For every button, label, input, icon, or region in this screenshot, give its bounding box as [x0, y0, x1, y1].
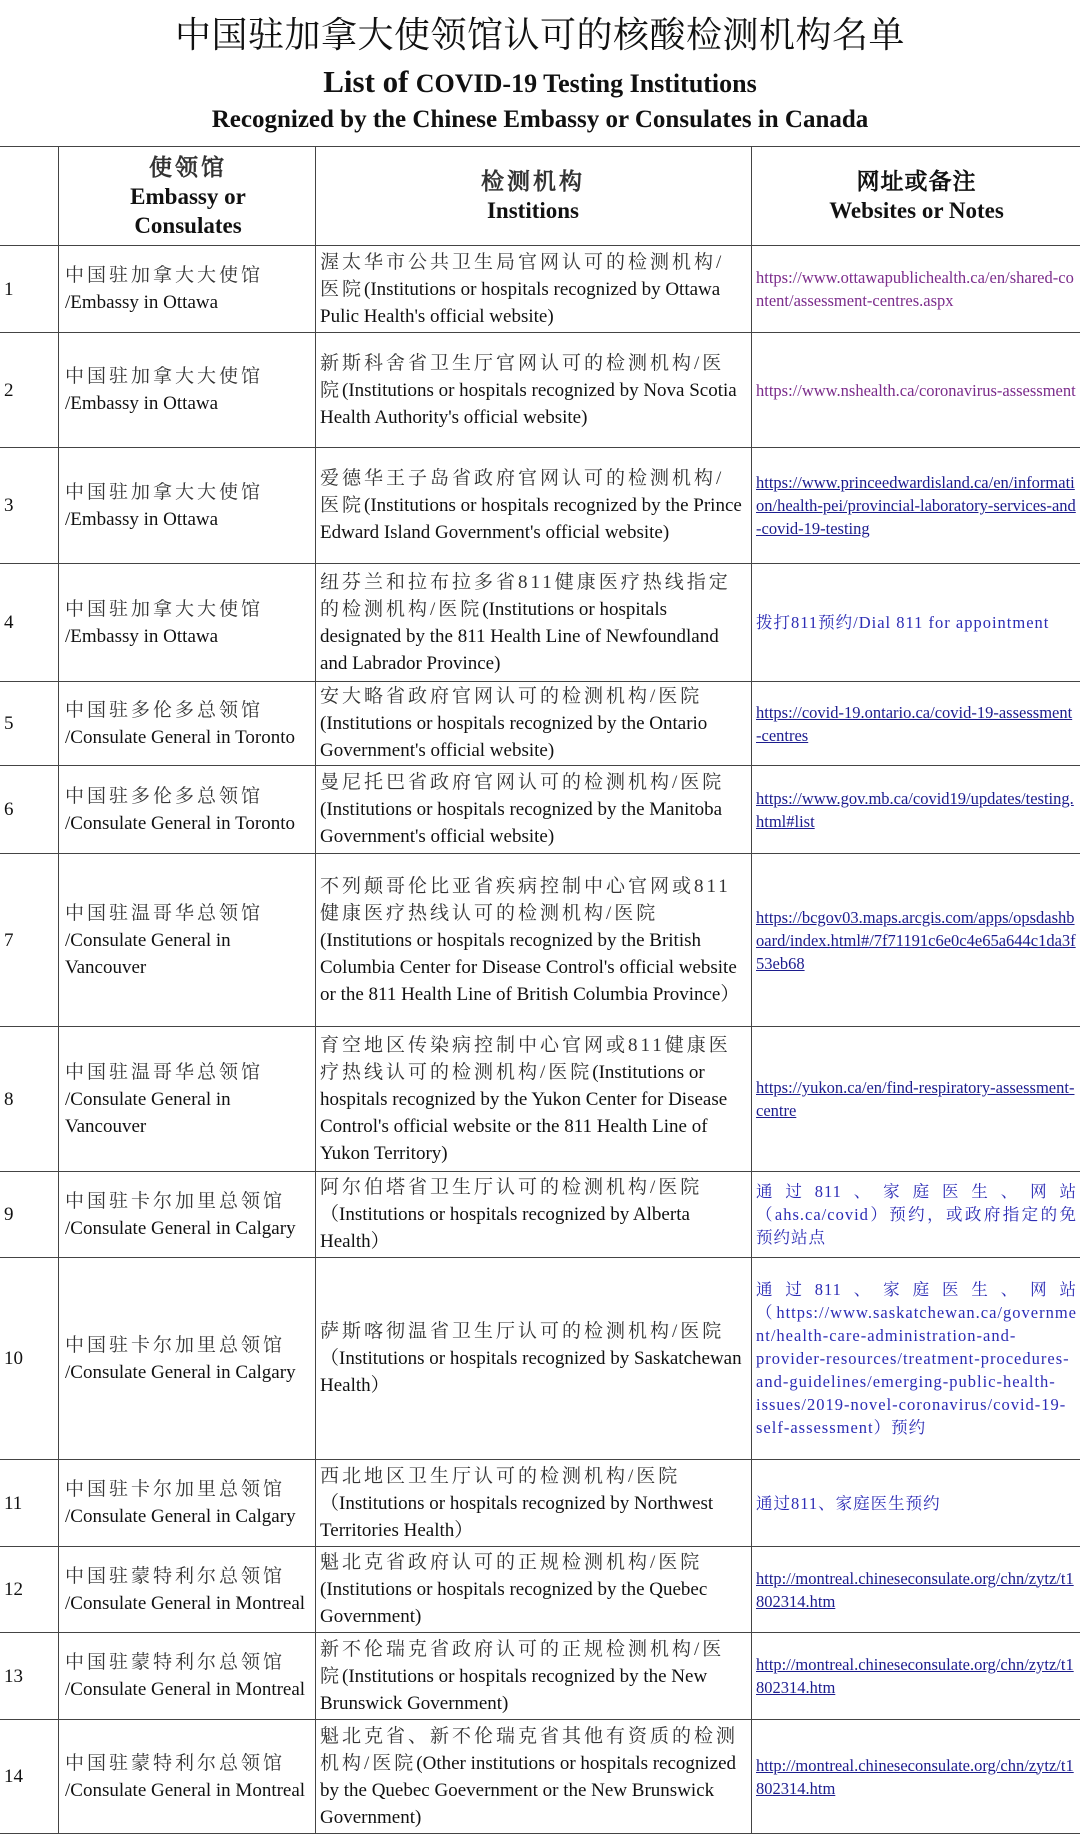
institution-description-zh: 新不伦瑞克省政府认可的正规检测机构/医院 — [320, 1638, 725, 1687]
institution-cell — [316, 1460, 752, 1546]
institution-description-zh: 西北地区卫生厅认可的检测机构/医院 — [320, 1465, 681, 1487]
consulate-name-zh: 中国驻蒙特利尔总领馆 — [65, 1652, 286, 1673]
table-row — [0, 766, 1080, 854]
row-number: 14 — [4, 1766, 23, 1787]
row-number-cell — [0, 564, 59, 681]
row-number: 5 — [4, 713, 14, 734]
consulate-cell — [59, 564, 316, 681]
institution-description-en: (Institutions or hospitals recognized by the British Columbia Center for Disease Control's official website or the 811 Health Line of British Columbia Province） — [320, 929, 740, 1005]
row-number: 13 — [4, 1665, 23, 1687]
consulate-name-en: /Consulate General in Calgary — [65, 1361, 296, 1383]
row-number: 12 — [4, 1579, 23, 1600]
institution-description-zh: 新斯科舍省卫生厅官网认可的检测机构/医院 — [320, 352, 725, 401]
institution-cell — [316, 1258, 752, 1459]
institution-cell — [316, 1720, 752, 1833]
header-consulate-zh: 使领馆 — [149, 154, 227, 180]
institution-description-zh: 魁北克省政府认可的正规检测机构/医院 — [320, 1552, 703, 1573]
consulate-cell — [59, 1258, 316, 1459]
notes-cell — [752, 1172, 1080, 1257]
website-link[interactable]: https://www.princeedwardisland.ca/en/information/health-pei/provincial-laboratory-services-and-covid-19-testing — [756, 473, 1076, 538]
institution-cell — [316, 682, 752, 765]
notes-cell — [752, 766, 1080, 853]
consulate-name-en: /Embassy in Ottawa — [65, 508, 219, 530]
consulate-cell — [59, 1720, 316, 1833]
row-number-cell — [0, 1172, 59, 1257]
institution-description-zh: 安大略省政府官网认可的检测机构/医院 — [320, 686, 703, 707]
row-number-cell — [0, 1027, 59, 1171]
institution-description-en: (Institutions or hospitals recognized by the Manitoba Government's official website) — [320, 799, 723, 847]
institution-description-en: （Institutions or hospitals recognized by Northwest Territories Health） — [320, 1492, 714, 1541]
consulate-name-zh: 中国驻卡尔加里总领馆 — [65, 1479, 286, 1500]
row-number: 9 — [4, 1204, 14, 1225]
consulate-name-zh: 中国驻蒙特利尔总领馆 — [65, 1565, 286, 1587]
notes-cell — [752, 1720, 1080, 1833]
website-or-note: 通过811、家庭医生预约 — [756, 1493, 941, 1513]
website-link[interactable]: https://www.ottawapublichealth.ca/en/shared-content/assessment-centres.aspx — [756, 268, 1074, 310]
notes-cell — [752, 1258, 1080, 1459]
row-number: 6 — [4, 799, 14, 820]
website-link[interactable]: https://yukon.ca/en/find-respiratory-assessment-centre — [756, 1078, 1075, 1120]
header-consulate-en: Embassy or Consulates — [130, 183, 246, 238]
institution-description-zh: 育空地区传染病控制中心官网或811健康医疗热线认可的检测机构/医院 — [320, 1034, 731, 1083]
row-number-cell — [0, 333, 59, 447]
institution-description-zh: 曼尼托巴省政府官网认可的检测机构/医院 — [320, 772, 725, 793]
title-english-lead: List of — [323, 64, 409, 99]
consulate-cell — [59, 1547, 316, 1632]
institution-description-zh: 渥太华市公共卫生局官网认可的检测机构/医院 — [320, 251, 725, 300]
consulate-name-en: /Consulate General in Montreal — [65, 1679, 306, 1700]
website-or-note: 通过811、家庭医生、网站（https://www.saskatchewan.ca/government/health-care-administration-and-provider-resources/treatment-procedures-and-guidelines/emerging-public-health-issues/2019-novel-coronavirus/covid-19-self-assessment）预约 — [756, 1280, 1077, 1437]
consulate-name-en: /Embassy in Ottawa — [65, 393, 219, 414]
institution-description-zh: 纽芬兰和拉布拉多省811健康医疗热线指定的检测机构/医院 — [320, 571, 731, 620]
row-number: 7 — [4, 929, 14, 951]
header-consulate-cell — [59, 147, 316, 245]
consulate-name-en: /Consulate General in Calgary — [65, 1506, 296, 1527]
row-number-cell — [0, 1720, 59, 1833]
consulate-cell — [59, 333, 316, 447]
row-number-cell — [0, 766, 59, 853]
table-row — [0, 246, 1080, 333]
consulate-name-zh: 中国驻卡尔加里总领馆 — [65, 1334, 286, 1356]
consulate-name-zh: 中国驻温哥华总领馆 — [65, 902, 264, 924]
institution-description-en: （Institutions or hospitals recognized by Saskatchewan Health） — [320, 1348, 742, 1396]
table-header-row — [0, 146, 1080, 246]
consulate-name-en: /Consulate General in Calgary — [65, 1217, 296, 1239]
website-link[interactable]: http://montreal.chineseconsulate.org/chn/zytz/t1802314.htm — [756, 1568, 1074, 1611]
consulate-cell — [59, 246, 316, 332]
institution-cell — [316, 1172, 752, 1257]
website-link[interactable]: https://bcgov03.maps.arcgis.com/apps/opsdashboard/index.html#/7f71191c6e0c4e65a644c1da3f53eb68 — [756, 907, 1076, 973]
table-row — [0, 1547, 1080, 1633]
row-number-cell — [0, 246, 59, 332]
title-english-rest: COVID-19 Testing Institutions — [415, 69, 757, 98]
consulate-cell — [59, 682, 316, 765]
consulate-name-en: /Consulate General in Vancouver — [65, 929, 231, 978]
row-number-cell — [0, 1460, 59, 1546]
row-number-cell — [0, 1633, 59, 1719]
notes-cell — [752, 1027, 1080, 1171]
institution-description-zh: 爱德华王子岛省政府官网认可的检测机构/医院 — [320, 468, 725, 516]
table-row — [0, 854, 1080, 1027]
table-row — [0, 448, 1080, 564]
table-row — [0, 564, 1080, 682]
consulate-name-zh: 中国驻蒙特利尔总领馆 — [65, 1752, 286, 1774]
consulate-name-zh: 中国驻加拿大大使馆 — [65, 481, 264, 503]
consulate-name-en: /Consulate General in Vancouver — [65, 1088, 231, 1137]
table-row — [0, 1720, 1080, 1834]
table-row — [0, 1027, 1080, 1172]
consulate-cell — [59, 854, 316, 1026]
header-number-cell — [0, 147, 59, 245]
row-number: 2 — [4, 379, 14, 401]
consulate-cell — [59, 1460, 316, 1546]
row-number-cell — [0, 1258, 59, 1459]
header-institution-en: Institions — [486, 198, 580, 223]
header-institution-zh: 检测机构 — [481, 169, 585, 194]
title-chinese: 中国驻加拿大使领馆认可的核酸检测机构名单 — [174, 15, 905, 55]
title-english-subtitle: Recognized by the Chinese Embassy or Consulates in Canada — [211, 106, 869, 133]
consulate-name-zh: 中国驻温哥华总领馆 — [65, 1061, 264, 1083]
institution-description-en: （Institutions or hospitals recognized by Alberta Health） — [320, 1204, 690, 1252]
institution-description-en: (Institutions or hospitals recognized by the Yukon Center for Disease Control's official website or the 811 Health Line of Yukon Territory) — [320, 1061, 728, 1164]
notes-cell — [752, 564, 1080, 681]
institution-cell — [316, 246, 752, 332]
website-link[interactable]: https://www.nshealth.ca/coronavirus-assessment — [756, 380, 1076, 400]
document-title-block — [0, 0, 1080, 146]
institution-description-en: (Other institutions or hospitals recognized by the Quebec Goevernment or the New Brunswick Government) — [320, 1752, 737, 1828]
institution-description-en: (Institutions or hospitals recognized by Nova Scotia Health Authority's official website) — [320, 379, 737, 428]
table-row — [0, 1633, 1080, 1720]
row-number: 8 — [4, 1088, 14, 1110]
row-number: 10 — [4, 1348, 23, 1369]
consulate-name-zh: 中国驻多伦多总领馆 — [65, 699, 264, 721]
consulate-name-zh: 中国驻卡尔加里总领馆 — [65, 1190, 286, 1212]
header-institution-cell — [316, 147, 752, 245]
row-number: 3 — [4, 495, 14, 516]
table-row — [0, 1172, 1080, 1258]
row-number: 11 — [4, 1492, 23, 1514]
institution-cell — [316, 1633, 752, 1719]
website-or-note: 拨打811预约/Dial 811 for appointment — [756, 613, 1050, 632]
consulate-cell — [59, 1027, 316, 1171]
notes-cell — [752, 1460, 1080, 1546]
table-row — [0, 682, 1080, 766]
institution-cell — [316, 333, 752, 447]
consulate-name-en: /Consulate General in Toronto — [65, 726, 295, 748]
row-number-cell — [0, 1547, 59, 1632]
table-row — [0, 1460, 1080, 1547]
consulate-name-zh: 中国驻加拿大大使馆 — [65, 366, 264, 387]
website-link[interactable]: http://montreal.chineseconsulate.org/chn/zytz/t1802314.htm — [756, 1755, 1074, 1798]
consulate-cell — [59, 448, 316, 563]
institution-description-zh: 萨斯喀彻温省卫生厅认可的检测机构/医院 — [320, 1321, 725, 1342]
website-link[interactable]: https://www.gov.mb.ca/covid19/updates/testing.html#list — [756, 788, 1074, 831]
header-notes-zh: 网址或备注 — [856, 169, 977, 194]
institution-description-en: (Institutions or hospitals designated by the 811 Health Line of Newfoundland and Labrador Province) — [320, 598, 719, 674]
notes-cell — [752, 246, 1080, 332]
consulate-name-en: /Embassy in Ottawa — [65, 292, 219, 313]
row-number-cell — [0, 682, 59, 765]
header-notes-cell — [752, 147, 1080, 245]
institution-description-zh: 不列颠哥伦比亚省疾病控制中心官网或811健康医疗热线认可的检测机构/医院 — [320, 875, 731, 924]
website-link[interactable]: https://covid-19.ontario.ca/covid-19-assessment-centres — [756, 702, 1073, 745]
institution-description-en: (Institutions or hospitals recognized by the Quebec Government) — [320, 1579, 708, 1627]
table-body — [0, 246, 1080, 1834]
consulate-name-zh: 中国驻多伦多总领馆 — [65, 785, 264, 807]
notes-cell — [752, 854, 1080, 1026]
table-row — [0, 333, 1080, 448]
notes-cell — [752, 682, 1080, 765]
consulate-cell — [59, 766, 316, 853]
header-notes-en: Websites or Notes — [829, 198, 1004, 223]
row-number: 4 — [4, 612, 14, 633]
institution-description-zh: 魁北克省、新不伦瑞克省其他有资质的检测机构/医院 — [320, 1725, 739, 1774]
consulate-name-zh: 中国驻加拿大大使馆 — [65, 598, 264, 620]
row-number-cell — [0, 854, 59, 1026]
institution-cell — [316, 1027, 752, 1171]
row-number-cell — [0, 448, 59, 563]
consulate-name-en: /Consulate General in Montreal — [65, 1592, 306, 1614]
consulate-cell — [59, 1172, 316, 1257]
institution-description-zh: 阿尔伯塔省卫生厅认可的检测机构/医院 — [320, 1177, 703, 1198]
institution-description-en: (Institutions or hospitals recognized by the New Brunswick Government) — [320, 1665, 708, 1714]
institution-description-en: (Institutions or hospitals recognized by the Ontario Government's official website) — [320, 713, 708, 761]
institution-cell — [316, 448, 752, 563]
institution-description-en: (Institutions or hospitals recognized by the Prince Edward Island Government's official website) — [320, 495, 742, 543]
institution-cell — [316, 766, 752, 853]
consulate-cell — [59, 1633, 316, 1719]
row-number: 1 — [4, 278, 14, 300]
institution-cell — [316, 1547, 752, 1632]
consulate-name-zh: 中国驻加拿大大使馆 — [65, 265, 264, 286]
notes-cell — [752, 333, 1080, 447]
institutions-table — [0, 146, 1080, 1834]
institution-description-en: (Institutions or hospitals recognized by Ottawa Pulic Health's official website) — [320, 278, 721, 327]
website-or-note: 通过811、家庭医生、网站（ahs.ca/covid）预约，或政府指定的免预约站点 — [756, 1182, 1077, 1247]
consulate-name-en: /Embassy in Ottawa — [65, 625, 219, 647]
consulate-name-en: /Consulate General in Montreal — [65, 1779, 306, 1801]
notes-cell — [752, 448, 1080, 563]
notes-cell — [752, 1633, 1080, 1719]
consulate-name-en: /Consulate General in Toronto — [65, 812, 295, 834]
table-row — [0, 1258, 1080, 1460]
institution-cell — [316, 854, 752, 1026]
notes-cell — [752, 1547, 1080, 1632]
website-link[interactable]: http://montreal.chineseconsulate.org/chn/zytz/t1802314.htm — [756, 1655, 1074, 1697]
institution-cell — [316, 564, 752, 681]
